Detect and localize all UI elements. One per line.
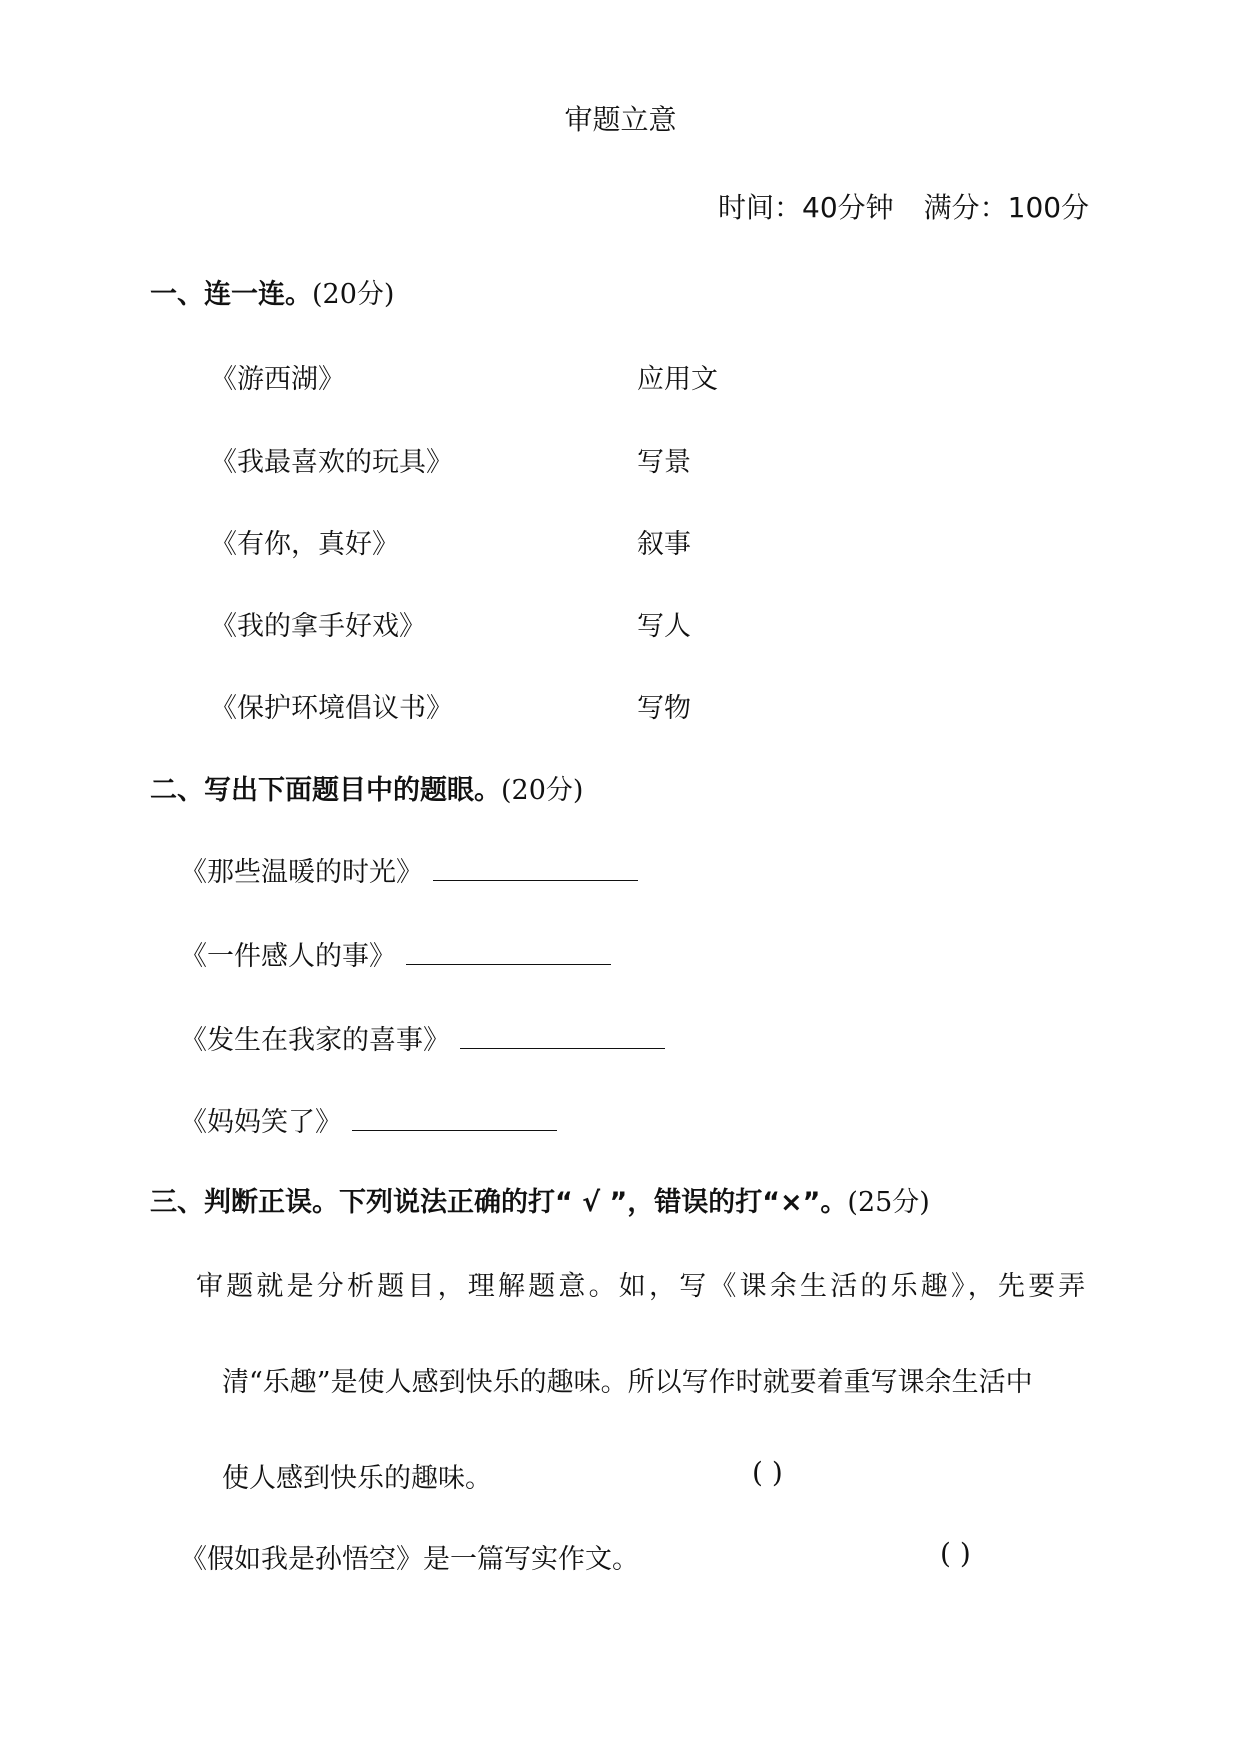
- exam-meta: [718, 186, 1089, 226]
- question1-line: 使人感到快乐的趣味。: [222, 1463, 492, 1494]
- fill-item: [180, 934, 611, 973]
- answer-blank[interactable]: [433, 852, 638, 881]
- fill-item-title: 《妈妈笑了》: [180, 1107, 342, 1138]
- section3-points: (25分): [847, 1187, 930, 1218]
- page-title: 审题立意: [564, 103, 677, 136]
- match-right-item[interactable]: 应用文: [637, 364, 718, 395]
- match-left-item[interactable]: 《游西湖》: [210, 364, 345, 395]
- fill-item-title: 《发生在我家的喜事》: [180, 1025, 450, 1056]
- fill-item: [180, 1100, 557, 1139]
- section3-heading: [150, 1180, 930, 1219]
- question1-line: 审题就是分析题目，理解题意。如，写《课余生活的乐趣》，先要弄: [196, 1271, 1089, 1302]
- question2-text: 《假如我是孙悟空》是一篇写实作文。: [180, 1544, 639, 1575]
- match-right-item[interactable]: 写物: [637, 693, 691, 724]
- match-right-item[interactable]: 写景: [637, 447, 691, 478]
- section3-title: 三、判断正误。下列说法正确的打“ √ ”，错误的打“×”。: [150, 1187, 848, 1218]
- match-left-item[interactable]: 《保护环境倡议书》: [210, 693, 453, 724]
- answer-blank[interactable]: [352, 1102, 557, 1131]
- section1-title: 一、连一连。: [150, 279, 312, 310]
- time-label: 时间：40分钟: [718, 191, 894, 224]
- fill-item: [180, 1018, 665, 1057]
- match-left-item[interactable]: 《有你，真好》: [210, 529, 399, 560]
- match-right-item[interactable]: 叙事: [637, 529, 691, 560]
- match-right-item[interactable]: 写人: [637, 611, 691, 642]
- match-left-item[interactable]: 《我最喜欢的玩具》: [210, 447, 453, 478]
- answer-blank[interactable]: [460, 1020, 665, 1049]
- score-label: 满分：100分: [923, 191, 1090, 224]
- fill-item: [180, 850, 638, 889]
- answer-blank[interactable]: [406, 936, 611, 965]
- question1-line: 清“乐趣”是使人感到快乐的趣味。所以写作时就要着重写课余生活中: [222, 1367, 1033, 1398]
- section1-points: (20分): [312, 279, 395, 310]
- section2-title: 二、写出下面题目中的题眼。: [150, 775, 501, 806]
- section2-points: (20分): [501, 775, 584, 806]
- fill-item-title: 《那些温暖的时光》: [180, 857, 423, 888]
- fill-item-title: 《一件感人的事》: [180, 941, 396, 972]
- section2-heading: [150, 768, 583, 807]
- section1-heading: [150, 272, 394, 311]
- answer-parentheses[interactable]: ( ): [940, 1537, 971, 1570]
- match-left-item[interactable]: 《我的拿手好戏》: [210, 611, 426, 642]
- answer-parentheses[interactable]: ( ): [752, 1456, 783, 1489]
